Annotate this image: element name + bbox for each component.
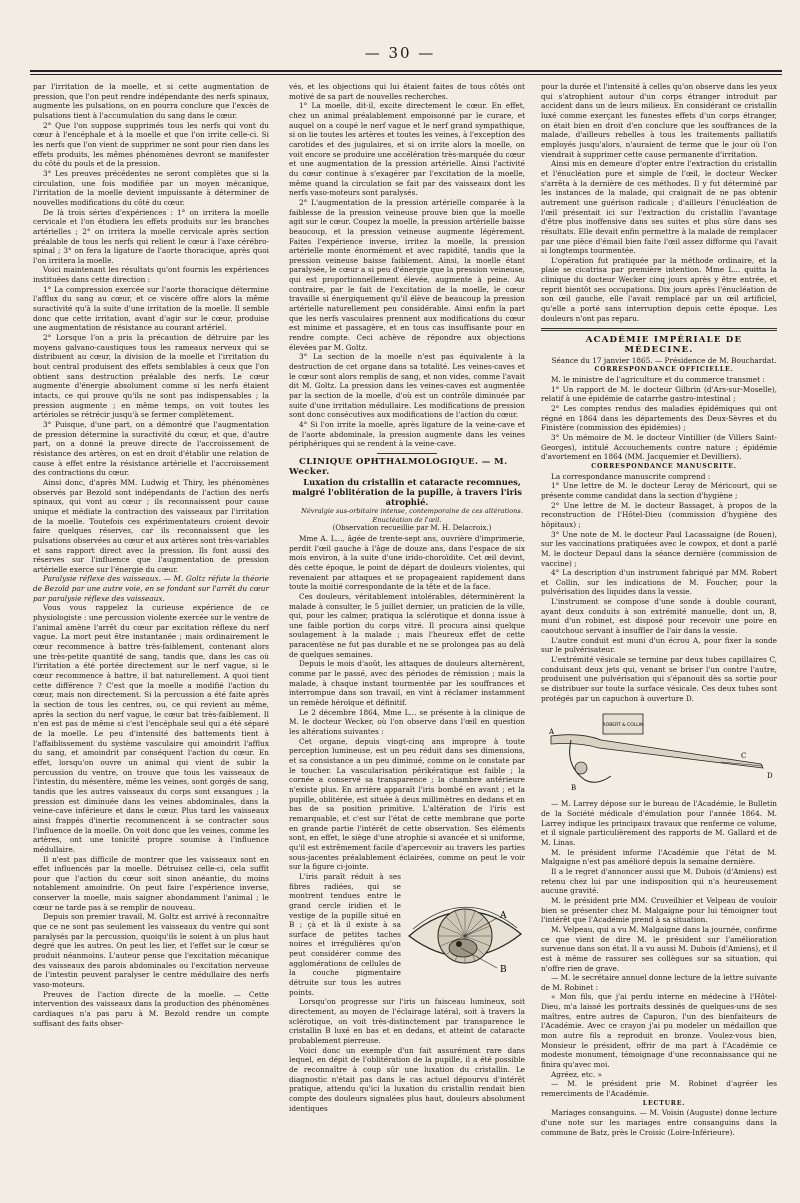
paragraph: « Mon fils, que j'ai perdu interne en médecine à l'Hôtel-Dieu, m'a laissé les portraits dessinés de quelques-uns de ses maîtres, entre autres de Capuron, l'un des bienfaiteurs de l'Académie. Avec ce crayon j'ai pu modeler un médaillon que mon autre fils a reproduit en bronze. Voulez-vous bien, Monsieur le président, offrir de ma part à l'Académie ce modeste monument, témoignage d'une reconnaissance qui ne finira qu'avec moi. bbox=[541, 992, 777, 1070]
paragraph: 1° La compression exercée sur l'aorte thoracique détermine l'afflux du sang au cœur, et ce viscère offre alors la même suractivité qu'à la suite d'une irritation de la moelle. Il semble donc que cette irritation, avant d'agir sur le cœur, produise une augmentation de résistance au courant artériel. bbox=[33, 284, 269, 333]
paragraph: 2° Les comptes rendus des maladies épidémiques qui ont régné en 1864 dans les départements des Deux-Sèvres et du Finistère (commission des épidémies) ; bbox=[541, 404, 777, 433]
article-subtitle: Névralgie sus-orbitaire intense, contemporaine de ces altérations. Enucléation de l'œil. bbox=[301, 507, 523, 524]
paragraph: pour la durée et l'intensité à celles qu'on observe dans les yeux qui s'atrophient autour d'un corps étranger introduit par accident dans un de leurs milieux. En considérant ce cristallin luxé comme exerçant les funestes effets d'un corps étranger, on était bien en droit d'en conclure que les souffrances de la malade, d'ailleurs rebelles à tous les traitements palliatifs employés jusqu'alors, n'auraient de terme que le jour où l'on viendrait à supprimer cette cause permanente d'irritation. bbox=[541, 82, 777, 159]
paragraph: Ainsi mis en demeure d'opter entre l'extraction du cristallin et l'énucléation pure et simple de l'œil, le docteur Wecker s'arrêta à la dernière de ces méthodes. Il y fut déterminé par les instances de la malade, qui craignait de ne pas obtenir autrement une guérison radicale ; d'ailleurs l'énucléation de l'œil présentait ici sur l'extraction du cristallin l'avantage d'être plus inoffensive dans ses suites et plus sûre dans ses résultats. Elle devait enfin permettre à la malade de remplacer par une pièce d'émail bien faite l'œil assez difforme qui l'avait si longtemps tourmentée. bbox=[541, 159, 777, 256]
observation-credit: (Observation recueillie par M. H. Delacroix.) bbox=[332, 524, 492, 533]
paragraph: par l'irritation de la moelle, et si cette augmentation de pression, que l'on peut rendre indépendante des nerfs spinaux, augmente les pulsations, on en pourra conclure que l'excès de pulsations tient à l'accumulation du sang dans le cœur. bbox=[33, 82, 269, 120]
figure-label-a: A bbox=[500, 910, 507, 921]
column-right bbox=[541, 82, 777, 1137]
paragraph: vés, et les objections qui lui étaient faites de tous côtés ont motivé de sa part de nouvelles recherches. bbox=[289, 82, 525, 101]
paragraph: Mariages consanguins. — M. Voisin (Auguste) donne lecture d'une note sur les mariages entre consanguins dans la commune de Batz, près le Croisic (Loire-Inférieure). bbox=[541, 1108, 777, 1137]
paragraph: L'instrument se compose d'une sonde à double courant, ayant deux conduits à son extrémité manuelle, dont un, B, muni d'un robinet, est disposé pour recevoir une poire en caoutchouc servant à insuffler de l'air dans la vessie. bbox=[541, 597, 777, 636]
paragraph: 3° Un mémoire de M. le docteur Vintillier (de Villers Saint-Georges), intitulé Accouchements contre nature ; épidémie d'avortement en 1864 (MM. Jacquemier et Devilliers). bbox=[541, 432, 777, 462]
paragraph: 4° La description d'un instrument fabriqué par MM. Robert et Collin, sur les indications de M. Foucher, pour la pulvérisation des liquides dans la vessie. bbox=[541, 568, 777, 597]
paragraph: 3° Une note de M. le docteur Paul Lacassaigne (de Rouen), sur les vaccinations pratiquées avec le cowpox, et dont a parlé M. le docteur Depaul dans la séance dernière (commission de vaccine) ; bbox=[541, 529, 777, 568]
paragraph: M. le président informe l'Académie que l'état de M. Malgaigne n'est pas amélioré depuis la semaine dernière. bbox=[541, 847, 777, 867]
column-middle bbox=[289, 82, 525, 1113]
paragraph: 4° Si l'on irrite la moelle, après ligature de la veine-cave et de l'aorte abdominale, la pression augmente dans les veines périphériques qui se rendent à la veine-cave. bbox=[289, 419, 525, 449]
instrument-maker: ROBERT & COLLIN bbox=[602, 723, 644, 729]
page-number: — 30 — bbox=[364, 44, 436, 62]
paragraph: 2° L'augmentation de la pression artérielle comparée à la faiblesse de la pression veineuse prouve bien que la moelle agit sur le cœur. Coupez la moelle, la pression artérielle baisse beaucoup, et la pression veineuse augmente légèrement. Faites l'expérience inverse, irritez la moelle, la pression artérielle monte énormément et avec rapidité, tandis que la pression veineuse baisse faiblement. Ainsi, la moelle étant paralysée, le cœur a si peu d'énergie que la pression veineuse, qui est proportionnellement élevée, augmente à peine. Au contraire, par le fait de l'excitation de la moelle, le cœur travaille si énergiquement qu'il élève de beaucoup la pression artérielle naturellement peu considérable. Ainsi enfin la part que les nerfs vasculaires prennent aux modifications du cœur est minime et passagère, et en tous cas insuffisante pour en rendre compte. Ceci achève de répondre aux objections élevées par M. Goltz. bbox=[289, 197, 525, 352]
paragraph: Il n'est pas difficile de montrer que les vaisseaux sont en effet influencés par la moelle. Détruisez celle-ci, cela suffit pour que l'action du cœur soit sinon anéantie, du moins notablement amoindrie. On peut faire l'expérience inverse, conserver la moelle, mais saigner abondamment l'animal ; le cœur ne tarde pas à se remplir de nouveau. bbox=[33, 854, 269, 912]
paragraph: L'extrémité vésicale se termine par deux tubes capillaires C, conduisant deux jets qui, venant se briser l'un contre l'autre, produisent une pulvérisation qui s'épanouit dès sa sortie pour se distribuer sur toute la surface vésicale. Ces deux tubes sont protégés par un capuchon à ouverture D. bbox=[541, 655, 777, 703]
paragraph: L'iris paraît réduit à ses fibres radiées, qui se montrent tendues entre le grand cercle iridien et le vestige de la pupille situé en B ; çà et là il existe à sa surface de petites taches noires et irrégulières qu'on peut considérer comme des agglomérations de cellules de la couche pigmentaire détruite sur tous les autres points. bbox=[289, 871, 401, 997]
official-correspondence-heading: CORRESPONDANCE OFFICIELLE. bbox=[594, 366, 734, 374]
paragraph: L'opération fut pratiquée par la méthode ordinaire, et la plaie se cicatrisa par première intention. Mme L... quitta la clinique du docteur Wecker cinq jours après y être entrée, et reprit bientôt ses occupations. Dix jours après l'énucléation de son œil gauche, elle l'avait remplacé par un œil artificiel, qu'elle a porté sans interruption depuis cette époque. Les douleurs n'ont pas reparu. bbox=[541, 255, 777, 323]
eye-figure bbox=[405, 874, 525, 994]
paragraph: M. Velpeau, qui a vu M. Malgaigne dans la journée, confirme ce que vient de dire M. le président sur l'amélioration survenue dans son état. Il a vu aussi M. Dubois (d'Amiens), et il est à même de rassurer ses collègues sur sa situation, qui n'offre rien de grave. bbox=[541, 924, 777, 973]
paragraph: 1° La moelle, dit-il, excite directement le cœur. En effet, chez un animal préalablement empoisonné par le curare, et auquel on a coupé le nerf vague et le nerf grand sympathique, si on lie toutes les artères et toutes les veines, à l'exception des carotides et des jugulaires, et si on irrite alors la moelle, on voit encore se produire une accélération très-marquée du cœur et une augmentation de la pression artérielle. Ainsi l'activité du cœur continue à s'exagérer par l'excitation de la moelle, même quand la circulation se fait par des vaisseaux dont les nerfs vaso-moteurs sont paralysés. bbox=[289, 101, 525, 198]
section-divider bbox=[541, 328, 777, 331]
paragraph: Paralysie réflexe des vaisseaux. — M. Goltz réfute la théorie de Bezold par une autre voie, en se fondant sur l'arrêt du cœur par paralysie réflexe des vaisseaux. bbox=[33, 574, 269, 603]
paragraph: Voici donc un exemple d'un fait assurément rare dans lequel, en dépit de l'oblitération de la pupille, il a été possible de reconnaître à coup sûr une luxation du cristallin. Le diagnostic n'était pas dans le cas actuel dépourvu d'intérêt pratique, attendu qu'ici la luxation du cristallin rendait bien compte des douleurs signalées plus haut, douleurs absolument identiques bbox=[289, 1045, 525, 1113]
paragraph: — M. le secrétaire annuel donne lecture de la lettre suivante de M. Robinet : bbox=[541, 973, 777, 992]
instrument-figure bbox=[541, 706, 777, 796]
instrument-label-a: A bbox=[549, 728, 555, 737]
header-rule bbox=[30, 70, 782, 72]
paragraph: Vous vous rappelez la curieuse expérience de ce physiologiste : une percussion violente exercée sur le ventre de l'animal amène l'arrêt du cœur par excitation réflexe du nerf vague. La mort peut être instantanée ; mais ordinairement le cœur recommence à battre très-faiblement, contenant alors une très-petite quantité de sang, tandis que, dans les cas où l'irritation a été portée directement sur le nerf vague, si le cœur recommence à battre, il bat naturellement. A quoi tient cette différence ? C'est que la moelle a modifié l'action du cœur, mais non directement. Si la percussion a été faite après la section de tous les centres, ou, ce qui revient au même, après la section du nerf vague, le cœur bat très-faiblement. Il n'en est pas de même si c'est l'encéphale seul qui a été séparé de la moelle. Le peu d'intensité des battements tient à l'affaiblissement du système vasculaire qui amoindrit l'afflux du sang, et amoindrit par conséquent l'action du cœur. En effet, lorsqu'on ouvre un animal qui vient de subir la percussion du ventre, on trouve que tous les vaisseaux de l'intestin, du mésentère, même les veines, sont gorgés de sang, tandis que les autres vaisseaux du corps sont exsangues ; la pression est diminuée dans les veines abdominales, dans la veine-cave inférieure et dans le cœur. Plus tard les vaisseaux ainsi frappés d'inertie recommencent à se contracter sous l'influence de la moelle. On voit donc que les veines, comme les artères, ont une tonicité propre soumise à l'influence médullaire. bbox=[33, 603, 269, 854]
instrument-label-d: D bbox=[767, 772, 773, 781]
paragraph: De là trois séries d'expériences : 1° on irritera la moelle cervicale et l'on étudiera les effets produits sur les branches artérielles ; 2° on irritera la moelle cervicale après section préalable de tous les nerfs qui relient le cœur à l'axe cérébro-spinal ; 3° on fera la ligature de l'aorte thoracique, après quoi l'on irritera la moelle. bbox=[33, 207, 269, 265]
lecture-heading: LECTURE. bbox=[642, 1099, 686, 1107]
paragraph: — M. le président prie M. Robinet d'agréer les remerciments de l'Académie. bbox=[541, 1079, 777, 1099]
paragraph: 2° Lorsque l'on a pris la précaution de détruire par les moyens galvano-caustiques tous les rameaux nerveux qui se distribuent au cœur, la division de la moelle et l'irritation du bout central produisent des effets semblables à ceux que l'on obtient sans destruction préalable des nerfs. Le cœur augmente d'énergie absolument comme si les nerfs étaient intacts, ce qui prouve qu'ils ne sont pas indispensables ; la pression augmente ; en même temps, on voit toutes les artérioles se rétrécir jusqu'à se fermer complètement. bbox=[33, 333, 269, 420]
header-rule-thin bbox=[30, 74, 782, 75]
paragraph: L'autre conduit est muni d'un écrou A, pour fixer la sonde sur le pulvérisateur. bbox=[541, 635, 777, 655]
paragraph: Agréez, etc. » bbox=[551, 1069, 602, 1079]
figure-label-b: B bbox=[500, 964, 507, 975]
column-left bbox=[33, 82, 269, 1028]
clinic-heading: CLINIQUE OPHTHALMOLOGIQUE. — M. Wecker. bbox=[289, 456, 508, 477]
paragraph: Lorsqu'on progresse sur l'iris un faisceau lumineux, soit directement, au moyen de l'éclairage latéral, soit à travers la sclérotique, on voit très-distinctement par transparence le cristallin B luxé en bas et en dedans, et atteint de cataracte probablement pierreuse. bbox=[289, 997, 525, 1046]
paragraph: 3° Les preuves précédentes ne seront complètes que si la circulation, une fois modifiée par un moyen mécanique, l'irritation de la moelle devient impuissante à déterminer de nouvelles modifications du côté du cœur. bbox=[33, 168, 269, 207]
paragraph: M. le président prie MM. Cruveilhier et Velpeau de vouloir bien se présenter chez M. Malgaigne pour lui témoigner tout l'intérêt que l'Académie prend à sa situation. bbox=[541, 895, 777, 925]
paragraph: Ces douleurs, véritablement intolérables, déterminèrent la malade à consulter, le 5 juillet dernier, un praticien de la ville, qui, pour les calmer, pratiqua la sclérotique et donna issue à une faible portion du corps vitré. Il procura ainsi quelque soulagement à la malade ; mais l'heureux effet de cette paracentèse ne fut pas durable et ne se prolongea pas au delà de quelques semaines. bbox=[289, 591, 525, 659]
manuscript-correspondence-heading: CORRESPONDANCE MANUSCRITE. bbox=[591, 462, 737, 470]
paragraph: 3° Puisque, d'une part, on a démontré que l'augmentation de pression détermine la suractivité du cœur, et que, d'autre part, on a donné la preuve directe de l'accroissement de résistance des artères, on est en droit d'établir une relation de cause à effet entre la résistance artérielle et l'accroissement des contractions du cœur. bbox=[33, 419, 269, 478]
instrument-label-b: B bbox=[571, 784, 577, 793]
paragraph: Il a le regret d'annoncer aussi que M. Dubois (d'Amiens) est retenu chez lui par une indisposition qui n'a heureusement aucune gravité. bbox=[541, 866, 777, 896]
paragraph: Le 2 décembre 1864, Mme L... se présente à la clinique de M. le docteur Wecker, où l'on observe dans l'œil en question les altérations suivantes : bbox=[289, 707, 525, 737]
paragraph: 2° Que l'on suppose supprimés tous les nerfs qui vont du cœur à l'encéphale et à la moelle et que l'on irrite celle-ci. Si les nerfs que l'on vient de supprimer ne sont pour rien dans les effets produits, les mêmes phénomènes devront se manifester du côté du pouls et de la pression. bbox=[33, 120, 269, 169]
paragraph: 1° Un rapport de M. le docteur Gilbrin (d'Ars-sur-Moselle), relatif à une épidémie de catarrhe gastro-intestinal ; bbox=[541, 384, 777, 404]
paragraph: Preuves de l'action directe de la moelle. — Cette intervention des vaisseaux dans la production des phénomènes cardiaques n'a pas paru à M. Bezold rendre un compte suffisant des faits obser- bbox=[33, 989, 269, 1028]
paragraph: Depuis le mois d'août, les attaques de douleurs alternèrent, comme par le passé, avec des périodes de rémission ; mais la malade, à chaque instant tourmentée par les souffrances et interrompue dans son travail, en vint à réclamer instamment un remède héroïque et définitif. bbox=[289, 659, 525, 708]
paragraph: 1° Une lettre de M. le docteur Leroy de Méricourt, qui se présente comme candidat dans la section d'hygiène ; bbox=[541, 481, 777, 500]
paragraph: Depuis son premier travail, M. Goltz est arrivé à reconnaître que ce ne sont pas seulement les vaisseaux du ventre qui sont paralysés par la percussion, quoiqu'ils le soient à un plus haut degré que les autres. On peut les lier, et l'effet sur le cœur se produit néanmoins. L'auteur pense que l'excitation mécanique des vaisseaux des parois abdominales ou l'excitation nerveuse de l'intestin peuvent paralyser le centre médullaire des nerfs vaso-moteurs. bbox=[33, 912, 269, 990]
academy-heading: ACADÉMIE IMPÉRIALE DE MÉDECINE. bbox=[585, 335, 743, 356]
section-divider bbox=[377, 453, 437, 454]
paragraph: Ainsi donc, d'après MM. Ludwig et Thiry, les phénomènes observés par Bezold sont indépendants de l'action des nerfs spinaux, qui vont au cœur ; ils reconnaissent pour cause unique et médiate la contraction des vaisseaux par l'irritation de la moelle. Toutefois ces expérimentateurs croient devoir faire quelques réserves, car ils reconnaissent que les pulsations observées au cœur et aux artères sont très-variables et sans rapport direct avec la pression. Ils font aussi des réserves sur l'influence que l'augmentation de pression artérielle exerce sur l'énergie du cœur. bbox=[33, 477, 269, 574]
paragraph: Mme A. L..., âgée de trente-sept ans, ouvrière d'imprimerie, perdit l'œil gauche à l'âge de douze ans, dans l'espace de six mois environ, à la suite d'une irido-choroïdite. Cet œil devint, dès cette époque, le point de départ de douleurs violentes, qui revenaient par attaques et se propageaient rapidement dans toute la moitié correspondante de la tête et de la face. bbox=[289, 533, 525, 592]
paragraph: 3° La section de la moelle n'est pas équivalente à la destruction de cet organe dans sa totalité. Les veines-caves et le cœur sont alors remplis de sang, et non vides, comme l'avait dit M. Goltz. La pression dans les veines-caves est augmentée par la section de la moelle, d'où est un contrôle diminuée par suite d'une irritation médullaire. Les modifications de pression sont donc consécutives aux modifications de l'action du cœur. bbox=[289, 352, 525, 420]
paragraph: Voici maintenant les résultats qu'ont fournis les expériences instituées dans cette direction : bbox=[33, 265, 269, 285]
seance-line: Séance du 17 janvier 1865. — Présidence de M. Bouchardat. bbox=[551, 355, 777, 365]
instrument-label-c: C bbox=[741, 752, 747, 761]
paragraph: — M. Larrey dépose sur le bureau de l'Académie, le Bulletin de la Société médicale d'émulation pour l'année 1864. M. Larrey indique les principaux travaux que renferme ce volume, et il signale particulièrement des rapports de M. Gallard et de M. Linas. bbox=[541, 799, 777, 847]
paragraph: 2° Une lettre de M. le docteur Bassaget, à propos de la reconstruction de l'Hôtel-Dieu (commission d'hygiène des hôpitaux) ; bbox=[541, 500, 777, 529]
paragraph: Cet organe, depuis vingt-cinq ans impropre à toute perception lumineuse, est un peu réduit dans ses dimensions, et sa consistance a un peu diminué, comme on le constate par le toucher. La vascularisation périkératique est faible ; la cornée a conservé sa transparence ; la chambre antérieure n'existe plus. En arrière apparaît l'iris bombé en avant ; et la pupille, oblitérée, est située à deux millimètres en dedans et en bas de sa position primitive. L'altération de l'iris est remarquable, et c'est sur l'état de cette membrane que porte en grande partie l'intérêt de cette observation. Ses éléments sont, en effet, le siège d'une atrophie si avancée et si uniforme, qu'il est extrêmement facile d'apercevoir au travers les parties sous-jacentes préalablement éclairées, comme on peut le voir sur la figure ci-jointe. bbox=[289, 736, 525, 872]
paragraph: M. le ministre de l'agriculture et du commerce transmet : bbox=[551, 375, 765, 385]
paragraph: La correspondance manuscrite comprend : bbox=[551, 471, 711, 481]
article-title: Luxation du cristallin et cataracte recomnues, malgré l'oblitération de la pupille, à travers l'iris atrophié. bbox=[292, 477, 522, 508]
